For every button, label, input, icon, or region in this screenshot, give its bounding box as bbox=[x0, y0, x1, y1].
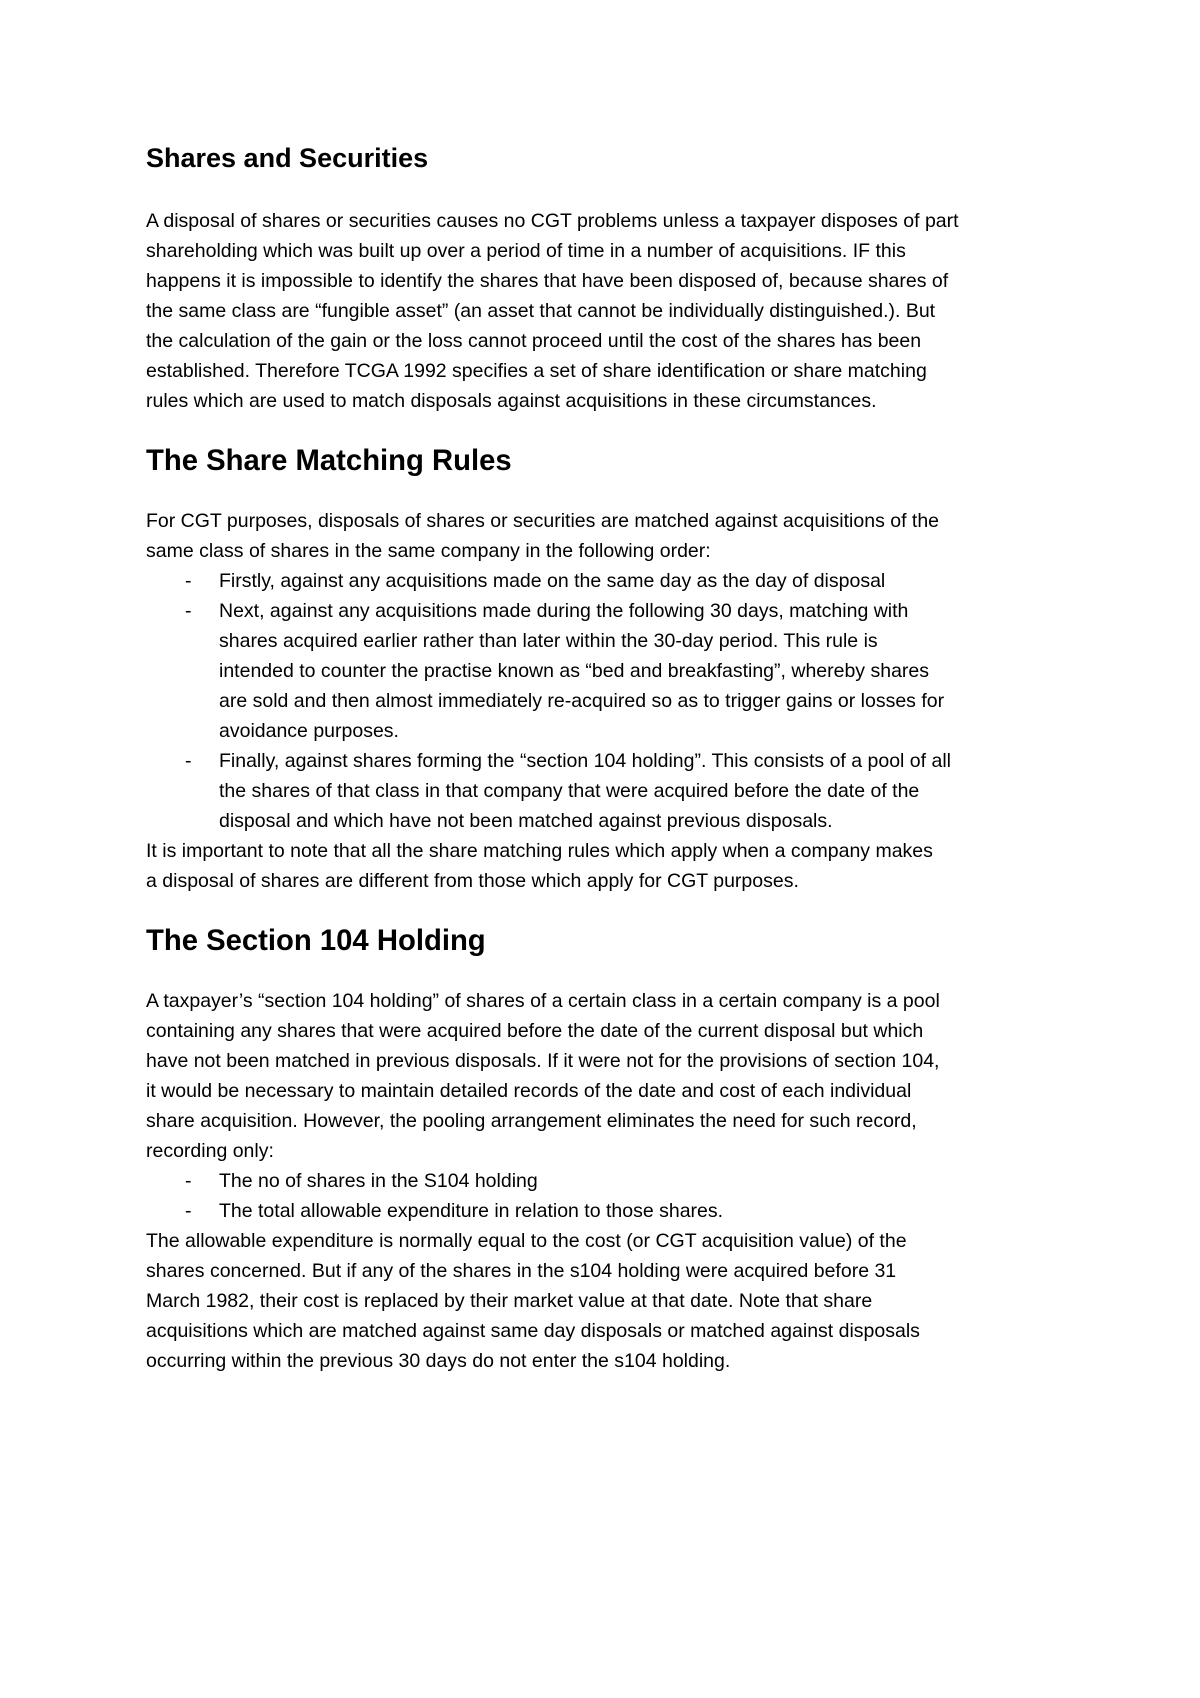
text-line: it would be necessary to maintain detailed records of the date and cost of each individual bbox=[146, 1080, 912, 1102]
text-line: the shares of that class in that company that were acquired before the date of the bbox=[219, 780, 920, 802]
text-line: Firstly, against any acquisitions made on the same day as the day of disposal bbox=[219, 570, 886, 592]
text-line: acquisitions which are matched against same day disposals or matched against disposals bbox=[146, 1320, 920, 1342]
text-line: containing any shares that were acquired before the date of the current disposal but which bbox=[146, 1020, 924, 1042]
list-item bbox=[146, 746, 1074, 836]
text-line: March 1982, their cost is replaced by their market value at that date. Note that share bbox=[146, 1290, 873, 1312]
list-item bbox=[146, 566, 1074, 596]
text-line: A disposal of shares or securities causes no CGT problems unless a taxpayer disposes of part bbox=[146, 210, 959, 232]
text-line: recording only: bbox=[146, 1140, 274, 1162]
text-line: established. Therefore TCGA 1992 specifies a set of share identification or share matching bbox=[146, 360, 927, 382]
document-page bbox=[146, 140, 1074, 1376]
text-line: The allowable expenditure is normally equal to the cost (or CGT acquisition value) of the bbox=[146, 1230, 907, 1252]
page-title: Shares and Securities bbox=[146, 143, 429, 173]
text-line: disposal and which have not been matched against previous disposals. bbox=[219, 810, 833, 832]
text-line: the calculation of the gain or the loss cannot proceed until the cost of the shares has been bbox=[146, 330, 922, 352]
text-line: occurring within the previous 30 days do not enter the s104 holding. bbox=[146, 1350, 731, 1372]
text-line: Finally, against shares forming the “section 104 holding”. This consists of a pool of all bbox=[219, 750, 951, 772]
intro-paragraph bbox=[146, 206, 1074, 416]
matching-rules-list bbox=[146, 566, 1074, 836]
text-line: shares concerned. But if any of the shares in the s104 holding were acquired before 31 bbox=[146, 1260, 897, 1282]
section104-list bbox=[146, 1166, 1074, 1226]
text-line: same class of shares in the same company in the following order: bbox=[146, 540, 711, 562]
text-line: rules which are used to match disposals against acquisitions in these circumstances. bbox=[146, 390, 877, 412]
text-line: shares acquired earlier rather than later within the 30-day period. This rule is bbox=[219, 630, 878, 652]
section104-outro-paragraph bbox=[146, 1226, 1074, 1376]
text-line: The total allowable expenditure in relation to those shares. bbox=[219, 1200, 724, 1222]
section-heading-section-104: The Section 104 Holding bbox=[146, 925, 486, 957]
text-line: share acquisition. However, the pooling arrangement eliminates the need for such record, bbox=[146, 1110, 917, 1132]
section-heading-matching-rules: The Share Matching Rules bbox=[146, 445, 512, 477]
text-line: shareholding which was built up over a period of time in a number of acquisitions. IF this bbox=[146, 240, 906, 262]
matching-intro-paragraph bbox=[146, 506, 1074, 566]
text-line: A taxpayer’s “section 104 holding” of shares of a certain class in a certain company is a pool bbox=[146, 990, 940, 1012]
list-item bbox=[146, 596, 1074, 746]
bullet-dash: - bbox=[185, 1200, 192, 1222]
list-item bbox=[146, 1196, 1074, 1226]
bullet-dash: - bbox=[185, 750, 192, 772]
text-line: avoidance purposes. bbox=[219, 720, 399, 742]
text-line: The no of shares in the S104 holding bbox=[219, 1170, 538, 1192]
bullet-dash: - bbox=[185, 570, 192, 592]
bullet-dash: - bbox=[185, 1170, 192, 1192]
text-line: happens it is impossible to identify the shares that have been disposed of, because shares of bbox=[146, 270, 949, 292]
text-line: For CGT purposes, disposals of shares or securities are matched against acquisitions of the bbox=[146, 510, 940, 532]
text-line: are sold and then almost immediately re-acquired so as to trigger gains or losses for bbox=[219, 690, 945, 712]
text-line: a disposal of shares are different from those which apply for CGT purposes. bbox=[146, 870, 799, 892]
list-item bbox=[146, 1166, 1074, 1196]
text-line: the same class are “fungible asset” (an asset that cannot be individually distinguished.). But bbox=[146, 300, 936, 322]
text-line: It is important to note that all the share matching rules which apply when a company makes bbox=[146, 840, 933, 862]
bullet-dash: - bbox=[185, 600, 192, 622]
text-line: intended to counter the practise known as “bed and breakfasting”, whereby shares bbox=[219, 660, 930, 682]
matching-outro-paragraph bbox=[146, 836, 1074, 896]
text-line: have not been matched in previous disposals. If it were not for the provisions of section 104, bbox=[146, 1050, 940, 1072]
text-line: Next, against any acquisitions made during the following 30 days, matching with bbox=[219, 600, 909, 622]
section104-intro-paragraph bbox=[146, 986, 1074, 1166]
